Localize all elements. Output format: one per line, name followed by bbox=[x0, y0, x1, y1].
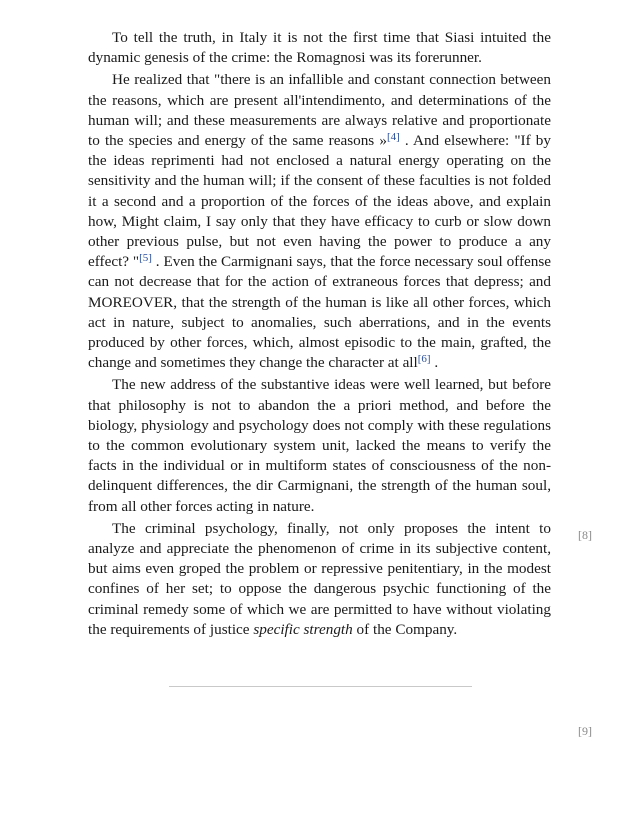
page-number-9: [9] bbox=[578, 724, 592, 738]
paragraph-4-text-a: The criminal psychology, finally, not only proposes the intent to analyze and appreciate the phenomenon of crime in its subjective content, but aims even groped the problem or repressive penitentiary, in the modest confines of her set; to oppose the dangerous psychic functioning of the criminal remedy some of which we are permitted to have without violating the requirements of justice bbox=[88, 519, 551, 638]
section-divider bbox=[169, 686, 472, 687]
paragraph-3 bbox=[88, 375, 551, 516]
body-text bbox=[88, 28, 551, 642]
paragraph-4-text-b: of the Company. bbox=[352, 620, 458, 638]
paragraph-2-text-a: He realized that "there is an infallible and constant connection between the reasons, which are present all'intendimento, and determinations of the human will; and these measurements are always relative and proportionate to the species and energy of the same reasons » bbox=[88, 71, 551, 150]
paragraph-4 bbox=[88, 519, 551, 640]
paragraph-3-text: The new address of the substantive ideas were well learned, but before that philosophy is not to abandon the a priori method, and before the biology, physiology and psychology does not comply with these regulations to the common evolutionary system unit, lacked the means to verify the facts in the individual or in multiform states of consciousness of the non-delinquent differences, the dir Carmignani, the strength of the human soul, from all other forces acting in nature. bbox=[88, 376, 551, 515]
footnote-ref-6[interactable]: [6] bbox=[417, 353, 431, 366]
footnote-ref-4[interactable]: [4] bbox=[386, 131, 400, 144]
paragraph-1-text: To tell the truth, in Italy it is not the first time that Siasi intuited the dynamic genesis of the crime: the Romagnosi was its forerunner. bbox=[88, 29, 551, 67]
paragraph-2-text-d: . bbox=[430, 354, 439, 372]
page-number-8: [8] bbox=[578, 528, 592, 542]
paragraph-2-text-b: . And elsewhere: "If by the ideas reprimenti had not enclosed a natural energy operating on the sensitivity and the human will; if the consent of these faculties is not folded it a second and a proportion of the forces of the ideas above, and explain how, Might claim, I say only that they have efficacy to curb or slow down other previous pulse, but not even having the power to produce a any effect? " bbox=[88, 132, 551, 271]
paragraph-2 bbox=[88, 70, 551, 373]
paragraph-2-text-c: . Even the Carmignani says, that the force necessary soul offense can not decrease that for the action of extraneous forces that depress; and MOREOVER, that the strength of the human is like all other forces, which act in nature, subject to anomalies, such aberrations, and in the events produced by other forces, which, almost episodic to the main, grafted, the change and sometimes they change the character at all bbox=[88, 253, 551, 372]
paragraph-4-emphasis: specific strength bbox=[253, 620, 353, 638]
paragraph-1 bbox=[88, 28, 551, 68]
footnote-ref-5[interactable]: [5] bbox=[139, 252, 152, 265]
